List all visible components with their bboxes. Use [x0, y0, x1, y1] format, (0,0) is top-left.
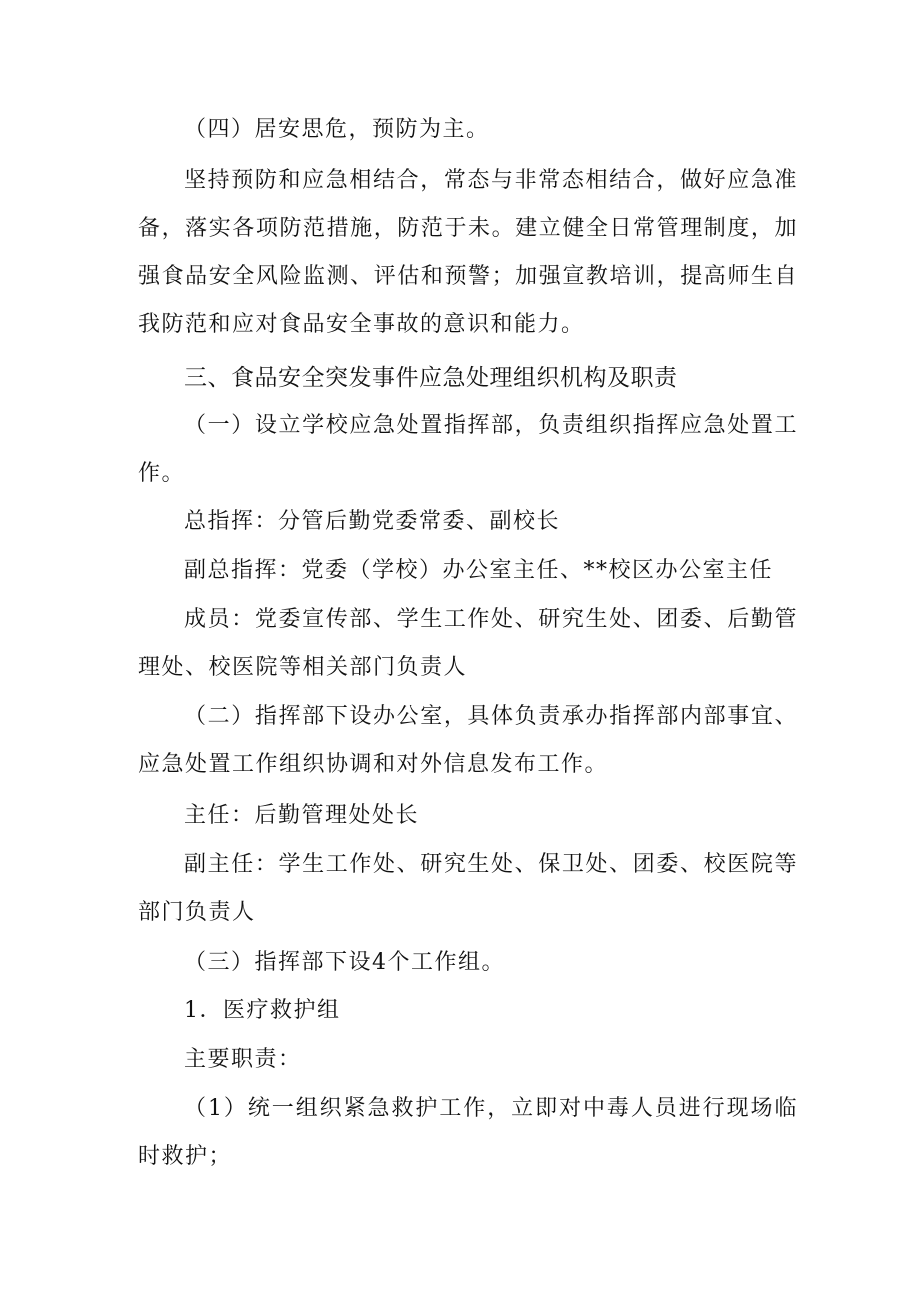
section-heading-three: 三、食品安全突发事件应急处理组织机构及职责 [184, 365, 678, 391]
paragraph-commander: 总指挥：分管后勤党委常委、副校长 [184, 509, 561, 534]
paragraph-main-duties: 主要职责： [184, 1047, 302, 1072]
paragraph-director: 主任：后勤管理处处长 [184, 803, 420, 828]
paragraph-deputy-commander: 副总指挥：党委（学校）办公室主任、**校区办公室主任 [184, 558, 774, 583]
paragraph-deputy-director: 副主任：学生工作处、研究生处、保卫处、团委、校医院等部门负责人 [138, 852, 798, 925]
paragraph-command-center: （一）设立学校应急处置指挥部，负责组织指挥应急处置工作。 [138, 413, 798, 486]
paragraph-medical-group: 1．医疗救护组 [184, 998, 341, 1023]
paragraph-office: （二）指挥部下设办公室，具体负责承办指挥部内部事宜、应急处置工作组织协调和对外信息发布工作。 [138, 704, 798, 777]
paragraph-prevention-body: 坚持预防和应急相结合，常态与非常态相结合，做好应急准备，落实各项防范措施，防范于未。建立健全日常管理制度，加强食品安全风险监测、评估和预警；加强宣教培训，提高师生自我防范和应对食品安全事故的意识和能力。 [138, 168, 798, 337]
paragraph-principle-four: （四）居安思危，预防为主。 [184, 117, 490, 142]
paragraph-working-groups: （三）指挥部下设4个工作组。 [184, 950, 505, 975]
paragraph-duty-one: （1）统一组织紧急救护工作，立即对中毒人员进行现场临时救护； [138, 1096, 798, 1169]
paragraph-members: 成员：党委宣传部、学生工作处、研究生处、团委、后勤管理处、校医院等相关部门负责人 [138, 607, 798, 680]
